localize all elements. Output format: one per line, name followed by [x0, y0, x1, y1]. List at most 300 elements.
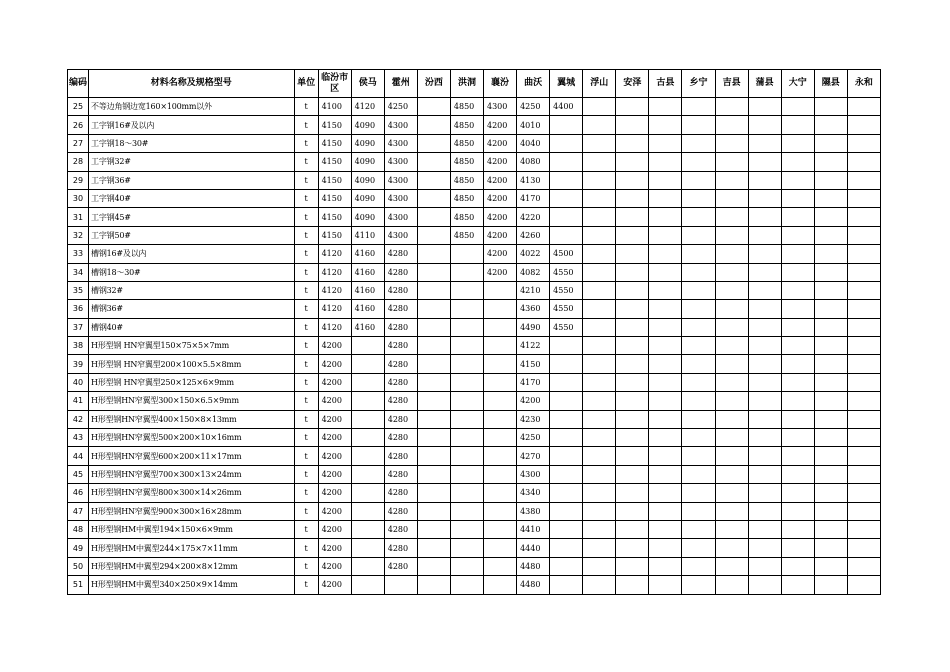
table-row: [68, 134, 881, 152]
price-cell: [351, 465, 384, 483]
row-code: 25: [68, 98, 89, 116]
row-code: 33: [68, 245, 89, 263]
price-cell: [847, 300, 880, 318]
price-cell: [748, 539, 781, 557]
row-material-name: 槽钢18～30#: [89, 263, 295, 281]
price-cell: [715, 447, 748, 465]
price-cell: [682, 116, 715, 134]
price-cell: [583, 318, 616, 336]
price-cell: 4200: [318, 484, 351, 502]
price-cell: [814, 98, 847, 116]
table-row: [68, 410, 881, 428]
price-cell: [483, 465, 516, 483]
price-cell: [748, 429, 781, 447]
price-cell: [649, 171, 682, 189]
price-cell: [616, 263, 649, 281]
price-cell: [351, 337, 384, 355]
price-cell: [550, 392, 583, 410]
price-cell: 4200: [318, 392, 351, 410]
price-cell: 4280: [384, 300, 417, 318]
price-cell: [550, 226, 583, 244]
price-cell: 4280: [384, 465, 417, 483]
price-cell: [483, 392, 516, 410]
price-cell: [417, 116, 450, 134]
header-hongtong: 洪洞: [450, 70, 483, 98]
price-cell: [450, 576, 483, 594]
price-cell: 4280: [384, 281, 417, 299]
price-cell: 4300: [384, 116, 417, 134]
price-cell: [616, 189, 649, 207]
price-cell: 4200: [483, 245, 516, 263]
price-cell: [351, 484, 384, 502]
row-unit: t: [294, 576, 318, 594]
price-cell: 4200: [318, 465, 351, 483]
price-cell: [450, 355, 483, 373]
price-cell: 4280: [384, 318, 417, 336]
price-cell: [417, 318, 450, 336]
price-cell: [748, 465, 781, 483]
price-cell: 4280: [384, 557, 417, 575]
price-cell: 4280: [384, 410, 417, 428]
header-fushan: 浮山: [583, 70, 616, 98]
price-cell: 4200: [483, 208, 516, 226]
price-cell: [550, 171, 583, 189]
price-cell: 4200: [483, 116, 516, 134]
row-code: 31: [68, 208, 89, 226]
price-cell: [715, 263, 748, 281]
price-cell: 4090: [351, 153, 384, 171]
price-cell: [649, 226, 682, 244]
price-cell: [748, 373, 781, 391]
price-cell: 4120: [318, 318, 351, 336]
table-row: [68, 318, 881, 336]
price-cell: 4280: [384, 245, 417, 263]
price-cell: 4200: [318, 429, 351, 447]
price-cell: 4150: [318, 116, 351, 134]
price-cell: [483, 576, 516, 594]
price-cell: [616, 447, 649, 465]
price-cell: [351, 539, 384, 557]
price-cell: 4120: [351, 98, 384, 116]
price-cell: [450, 392, 483, 410]
row-unit: t: [294, 337, 318, 355]
price-cell: 4280: [384, 337, 417, 355]
price-cell: [351, 520, 384, 538]
price-cell: [682, 171, 715, 189]
price-cell: [847, 208, 880, 226]
price-cell: 4090: [351, 189, 384, 207]
price-cell: 4200: [318, 557, 351, 575]
table-row: [68, 337, 881, 355]
price-cell: [450, 263, 483, 281]
price-cell: 4850: [450, 208, 483, 226]
price-cell: [682, 318, 715, 336]
price-cell: 4230: [517, 410, 550, 428]
price-cell: [384, 576, 417, 594]
price-cell: [781, 318, 814, 336]
price-cell: [351, 355, 384, 373]
price-cell: 4300: [384, 171, 417, 189]
price-cell: [417, 465, 450, 483]
price-cell: [483, 502, 516, 520]
price-cell: 4260: [517, 226, 550, 244]
price-cell: 4160: [351, 318, 384, 336]
table-row: [68, 392, 881, 410]
price-cell: [417, 557, 450, 575]
table-row: [68, 208, 881, 226]
price-cell: [847, 337, 880, 355]
table-row: [68, 373, 881, 391]
price-cell: [781, 502, 814, 520]
price-cell: [550, 576, 583, 594]
price-cell: [616, 116, 649, 134]
price-cell: [450, 337, 483, 355]
price-cell: [814, 355, 847, 373]
price-cell: [847, 410, 880, 428]
price-cell: [649, 337, 682, 355]
table-row: [68, 576, 881, 594]
price-cell: [682, 576, 715, 594]
price-cell: [417, 300, 450, 318]
price-cell: 4080: [517, 153, 550, 171]
price-cell: [649, 429, 682, 447]
price-cell: 4100: [318, 98, 351, 116]
price-cell: [682, 373, 715, 391]
price-cell: [583, 98, 616, 116]
table-row: [68, 98, 881, 116]
price-cell: [483, 300, 516, 318]
price-cell: [583, 392, 616, 410]
price-cell: [450, 539, 483, 557]
header-guxian: 古县: [649, 70, 682, 98]
price-cell: 4300: [384, 153, 417, 171]
price-cell: [550, 520, 583, 538]
table-row: [68, 429, 881, 447]
price-cell: [781, 337, 814, 355]
row-unit: t: [294, 153, 318, 171]
price-cell: [550, 447, 583, 465]
price-cell: 4200: [483, 171, 516, 189]
price-cell: 4110: [351, 226, 384, 244]
price-cell: [417, 226, 450, 244]
row-code: 50: [68, 557, 89, 575]
price-cell: [550, 502, 583, 520]
price-cell: 4850: [450, 116, 483, 134]
row-code: 49: [68, 539, 89, 557]
table-body: [68, 98, 881, 595]
price-cell: [847, 98, 880, 116]
price-cell: [483, 484, 516, 502]
price-cell: [583, 337, 616, 355]
row-code: 36: [68, 300, 89, 318]
price-cell: [616, 226, 649, 244]
row-code: 38: [68, 337, 89, 355]
price-cell: [483, 410, 516, 428]
price-cell: [583, 520, 616, 538]
price-cell: [583, 281, 616, 299]
price-cell: [748, 208, 781, 226]
price-cell: 4550: [550, 281, 583, 299]
row-material-name: H形型钢HN窄翼型300×150×6.5×9mm: [89, 392, 295, 410]
price-cell: [583, 410, 616, 428]
price-cell: [483, 355, 516, 373]
price-cell: [814, 134, 847, 152]
price-cell: 4250: [384, 98, 417, 116]
row-unit: t: [294, 263, 318, 281]
row-code: 29: [68, 171, 89, 189]
price-cell: [682, 281, 715, 299]
price-cell: 4200: [318, 410, 351, 428]
row-unit: t: [294, 189, 318, 207]
price-cell: [781, 484, 814, 502]
price-cell: [814, 153, 847, 171]
price-cell: [814, 263, 847, 281]
price-cell: [847, 281, 880, 299]
row-code: 27: [68, 134, 89, 152]
price-cell: 4850: [450, 98, 483, 116]
price-cell: 4550: [550, 263, 583, 281]
price-cell: [781, 355, 814, 373]
price-cell: [483, 429, 516, 447]
price-cell: [682, 98, 715, 116]
price-cell: [616, 410, 649, 428]
price-cell: 4300: [384, 208, 417, 226]
price-cell: [781, 465, 814, 483]
row-code: 42: [68, 410, 89, 428]
table-row: [68, 245, 881, 263]
price-cell: [583, 208, 616, 226]
price-cell: [715, 373, 748, 391]
price-cell: [847, 171, 880, 189]
table-row: [68, 484, 881, 502]
price-cell: [450, 373, 483, 391]
price-cell: [616, 337, 649, 355]
price-cell: 4280: [384, 373, 417, 391]
price-cell: [781, 263, 814, 281]
price-cell: 4160: [351, 245, 384, 263]
price-cell: 4120: [318, 245, 351, 263]
row-code: 47: [68, 502, 89, 520]
price-cell: [682, 484, 715, 502]
price-cell: 4160: [351, 281, 384, 299]
price-cell: [748, 576, 781, 594]
price-cell: [616, 557, 649, 575]
price-cell: [715, 429, 748, 447]
price-cell: [417, 447, 450, 465]
price-cell: [417, 576, 450, 594]
price-cell: [450, 245, 483, 263]
price-cell: [550, 465, 583, 483]
price-cell: [748, 245, 781, 263]
header-puxian: 蒲县: [748, 70, 781, 98]
price-cell: 4500: [550, 245, 583, 263]
price-cell: [550, 337, 583, 355]
price-cell: [649, 557, 682, 575]
price-cell: [583, 300, 616, 318]
price-cell: [417, 539, 450, 557]
price-cell: [616, 576, 649, 594]
price-cell: [583, 429, 616, 447]
price-cell: [583, 373, 616, 391]
price-cell: 4150: [318, 208, 351, 226]
price-cell: [583, 226, 616, 244]
price-cell: [649, 189, 682, 207]
header-yonghe: 永和: [847, 70, 880, 98]
table-row: [68, 557, 881, 575]
header-fenxi: 汾西: [417, 70, 450, 98]
price-cell: [351, 392, 384, 410]
price-cell: [814, 447, 847, 465]
row-material-name: H形型钢HN窄翼型400×150×8×13mm: [89, 410, 295, 428]
price-cell: [682, 502, 715, 520]
price-cell: [847, 429, 880, 447]
table-row: [68, 447, 881, 465]
price-cell: 4200: [318, 373, 351, 391]
price-cell: 4400: [550, 98, 583, 116]
price-cell: 4160: [351, 300, 384, 318]
header-linfen-city: 临汾市区: [318, 70, 351, 98]
price-cell: [748, 226, 781, 244]
price-cell: [483, 557, 516, 575]
price-cell: [417, 171, 450, 189]
price-cell: 4082: [517, 263, 550, 281]
price-cell: [649, 208, 682, 226]
row-material-name: 槽钢32#: [89, 281, 295, 299]
price-cell: [682, 410, 715, 428]
row-material-name: 槽钢16#及以内: [89, 245, 295, 263]
price-cell: [814, 520, 847, 538]
header-huozhou: 霍州: [384, 70, 417, 98]
price-cell: 4200: [483, 226, 516, 244]
price-cell: [781, 447, 814, 465]
price-cell: [682, 134, 715, 152]
row-code: 48: [68, 520, 89, 538]
price-cell: [583, 447, 616, 465]
row-material-name: H形型钢HN窄翼型500×200×10×16mm: [89, 429, 295, 447]
header-row: [68, 70, 881, 98]
price-cell: [417, 245, 450, 263]
price-cell: [649, 520, 682, 538]
price-cell: [483, 539, 516, 557]
price-cell: [649, 484, 682, 502]
row-unit: t: [294, 281, 318, 299]
price-cell: 4220: [517, 208, 550, 226]
price-cell: [715, 300, 748, 318]
price-cell: [682, 429, 715, 447]
price-cell: [682, 263, 715, 281]
price-cell: [583, 189, 616, 207]
price-cell: 4150: [318, 189, 351, 207]
price-cell: [847, 245, 880, 263]
row-unit: t: [294, 520, 318, 538]
price-cell: [682, 392, 715, 410]
price-cell: [583, 557, 616, 575]
price-cell: 4480: [517, 576, 550, 594]
price-cell: [450, 484, 483, 502]
row-material-name: H形型钢 HN窄翼型250×125×6×9mm: [89, 373, 295, 391]
price-cell: [483, 520, 516, 538]
price-cell: [450, 447, 483, 465]
price-cell: 4200: [483, 263, 516, 281]
row-material-name: H形型钢 HN窄翼型200×100×5.5×8mm: [89, 355, 295, 373]
price-cell: 4300: [384, 134, 417, 152]
row-material-name: 工字钢45#: [89, 208, 295, 226]
material-price-table: [67, 69, 881, 595]
row-material-name: H形型钢HN窄翼型600×200×11×17mm: [89, 447, 295, 465]
row-code: 32: [68, 226, 89, 244]
price-cell: [682, 557, 715, 575]
price-cell: [847, 355, 880, 373]
row-material-name: H形型钢HM中翼型340×250×9×14mm: [89, 576, 295, 594]
price-cell: [847, 576, 880, 594]
price-cell: [814, 557, 847, 575]
price-cell: 4280: [384, 484, 417, 502]
price-cell: [483, 318, 516, 336]
row-material-name: 工字钢50#: [89, 226, 295, 244]
price-cell: 4090: [351, 208, 384, 226]
price-cell: [649, 134, 682, 152]
table-row: [68, 539, 881, 557]
price-cell: [781, 134, 814, 152]
price-cell: [715, 539, 748, 557]
price-cell: [450, 465, 483, 483]
price-cell: [649, 355, 682, 373]
price-cell: 4200: [483, 134, 516, 152]
price-cell: 4300: [483, 98, 516, 116]
price-cell: [550, 355, 583, 373]
price-cell: [748, 355, 781, 373]
price-cell: [847, 502, 880, 520]
price-cell: [715, 465, 748, 483]
price-cell: [483, 447, 516, 465]
price-cell: [616, 171, 649, 189]
table-row: [68, 226, 881, 244]
row-unit: t: [294, 484, 318, 502]
price-cell: [550, 189, 583, 207]
price-cell: [715, 502, 748, 520]
price-cell: [616, 153, 649, 171]
price-cell: [616, 134, 649, 152]
price-cell: [748, 116, 781, 134]
table-row: [68, 355, 881, 373]
price-cell: [450, 318, 483, 336]
price-cell: 4200: [318, 355, 351, 373]
price-cell: [550, 557, 583, 575]
price-cell: [748, 189, 781, 207]
price-cell: 4270: [517, 447, 550, 465]
price-cell: [649, 502, 682, 520]
price-cell: [649, 300, 682, 318]
price-cell: [781, 410, 814, 428]
price-cell: [351, 502, 384, 520]
price-cell: 4850: [450, 189, 483, 207]
table-row: [68, 171, 881, 189]
row-material-name: H形型钢 HN窄翼型150×75×5×7mm: [89, 337, 295, 355]
price-cell: 4850: [450, 134, 483, 152]
row-material-name: H形型钢HM中翼型244×175×7×11mm: [89, 539, 295, 557]
row-material-name: H形型钢HN窄翼型900×300×16×28mm: [89, 502, 295, 520]
price-cell: [583, 134, 616, 152]
row-unit: t: [294, 429, 318, 447]
header-quwo: 曲沃: [517, 70, 550, 98]
row-material-name: 工字钢16#及以内: [89, 116, 295, 134]
price-cell: [616, 281, 649, 299]
price-cell: [450, 410, 483, 428]
row-code: 44: [68, 447, 89, 465]
price-cell: 4150: [318, 171, 351, 189]
price-cell: 4200: [318, 520, 351, 538]
price-cell: [550, 153, 583, 171]
